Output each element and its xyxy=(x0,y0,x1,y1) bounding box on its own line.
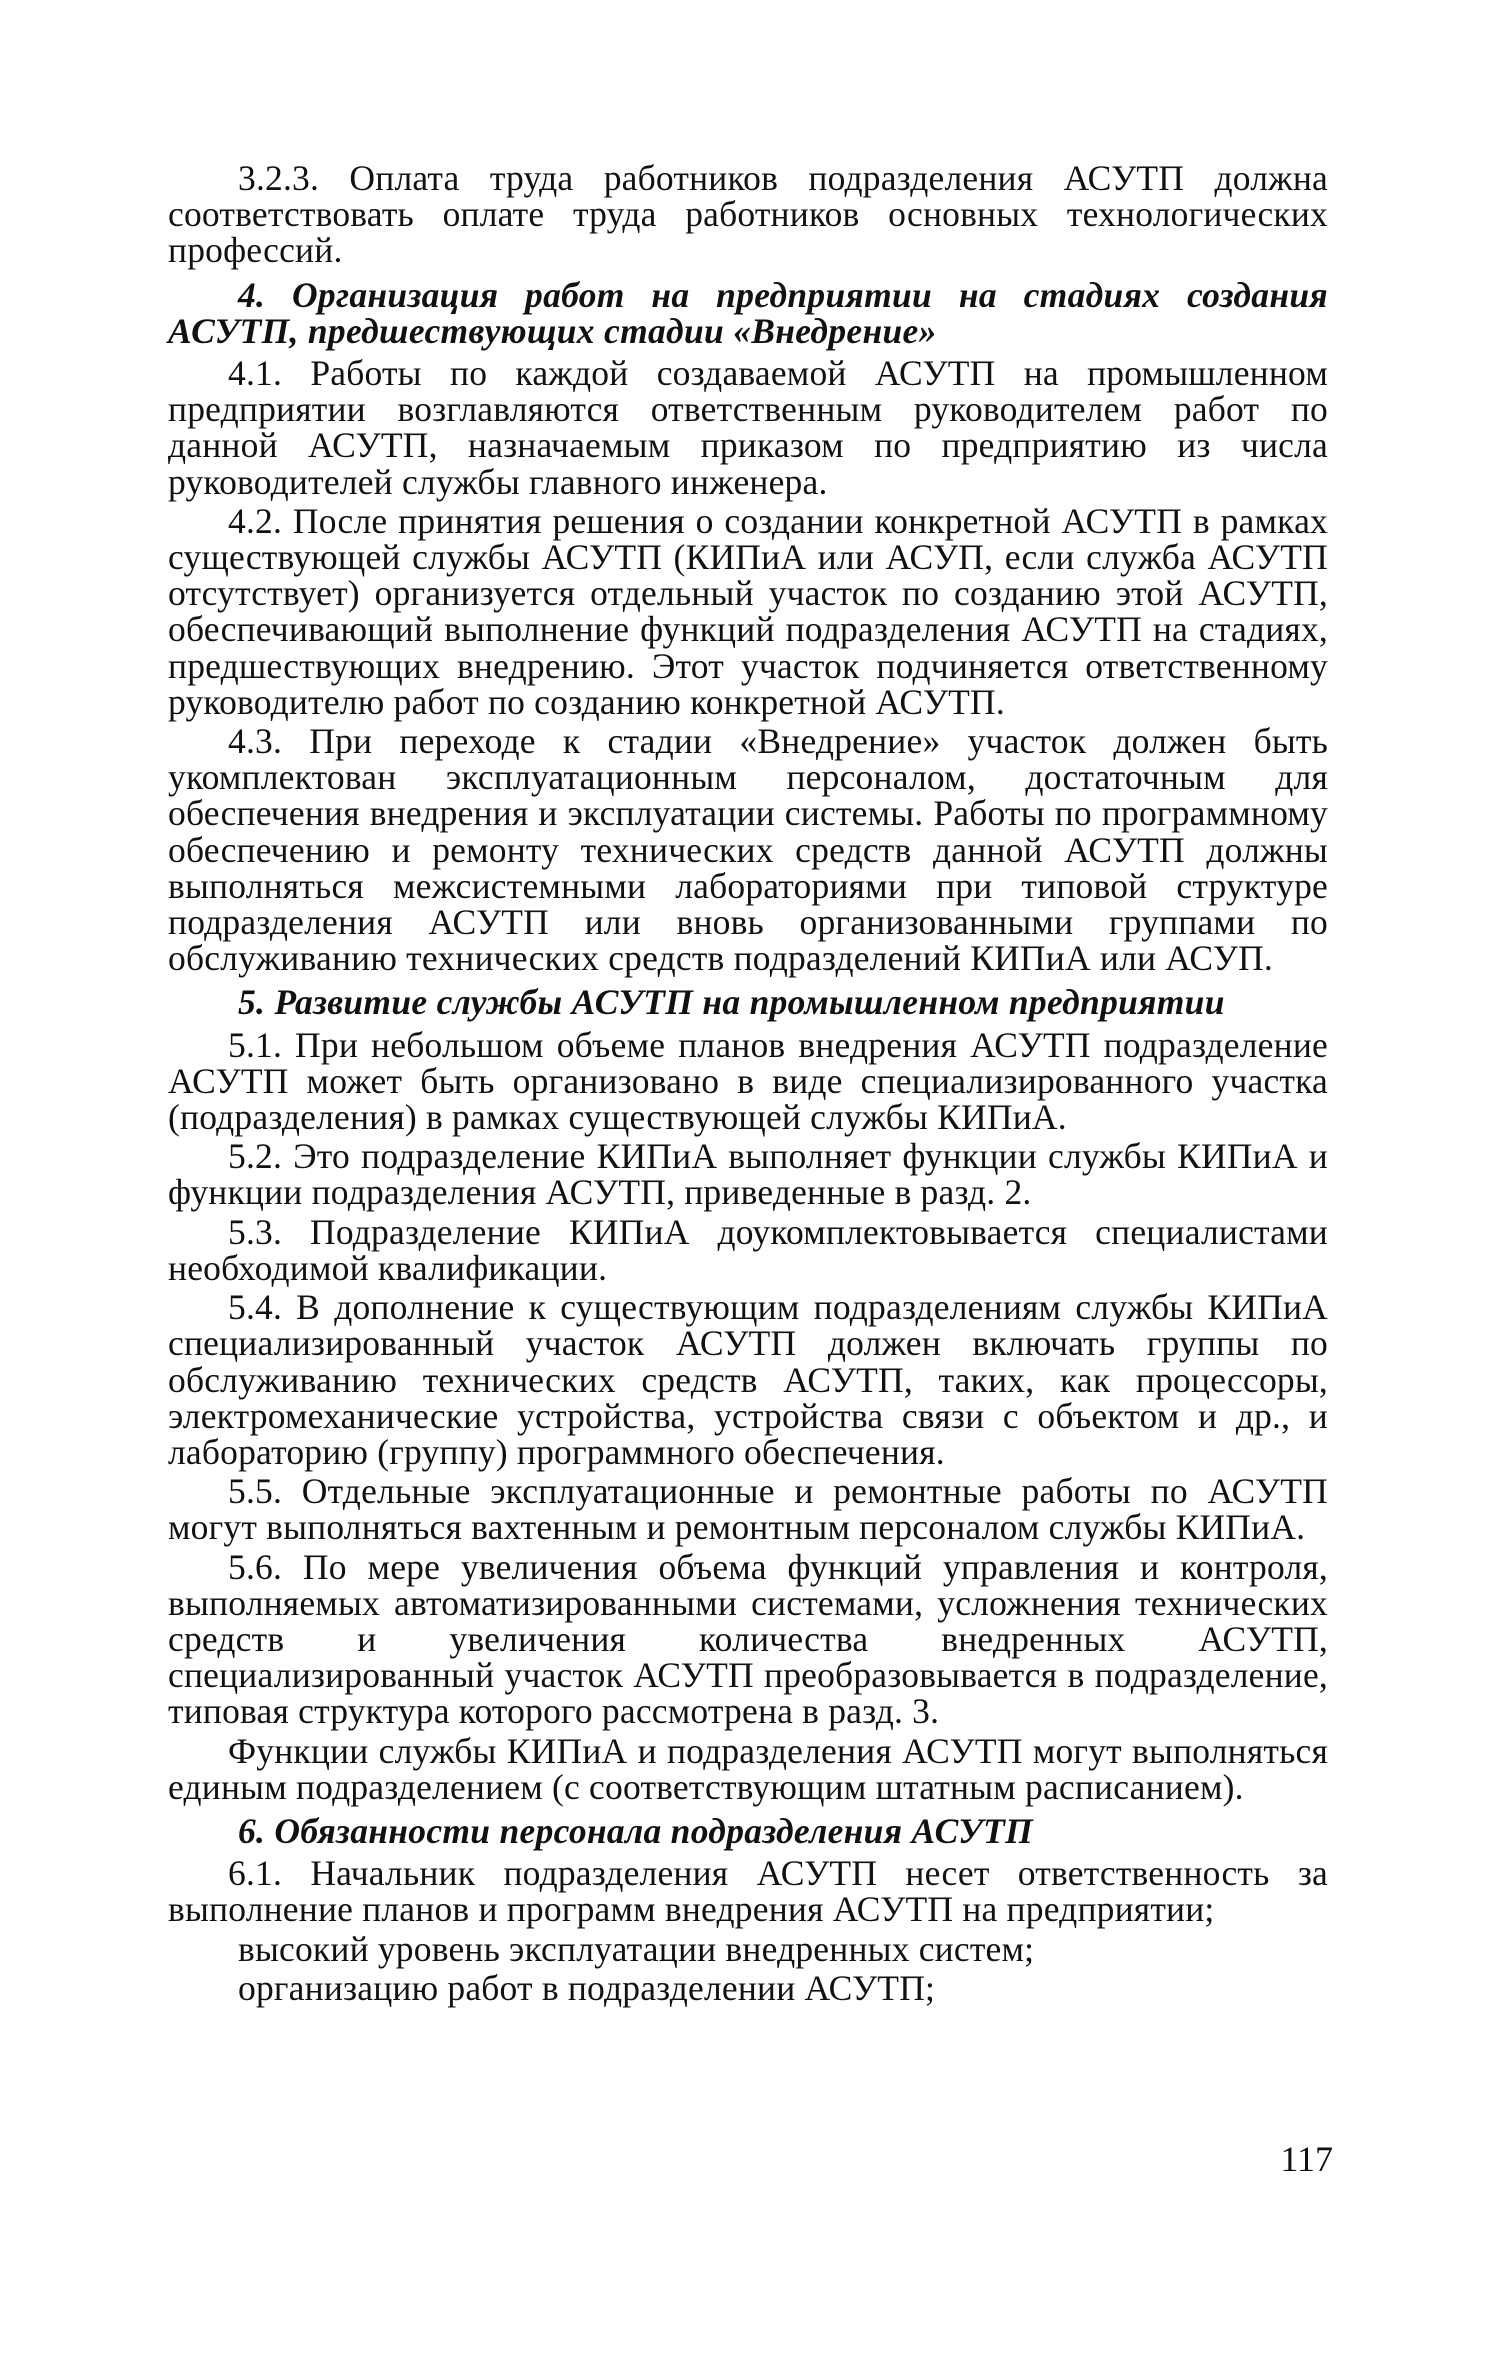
paragraph-functions: Функции службы КИПиА и подразделения АСУТП могут выполняться единым подразделением (с соответствующим штатным расписанием). xyxy=(168,1730,1328,1807)
paragraph-4-3: 4.3. При переходе к стадии «Внедрение» участок должен быть укомплектован эксплуатационным персоналом, достаточным для обеспечения внедрения и эксплуатации системы. Работы по программному обеспечению и ремонту технических средств данной АСУТП должны выполняться межсистемными лабораториями при типовой структуре подразделения АСУТП или вновь организованными группами по обслуживанию технических средств подразделений КИПиА или АСУП. xyxy=(168,721,1328,979)
paragraph-4-1: 4.1. Работы по каждой создаваемой АСУТП на промышленном предприятии возглавляются ответственным руководителем работ по данной АСУТП, назначаемым приказом по предприятию из числа руководителей службы главного инженера. xyxy=(168,353,1328,502)
paragraph-5-3: 5.3. Подразделение КИПиА доукомплектовывается специалистами необходимой квалификации. xyxy=(168,1211,1328,1288)
paragraph-4-2: 4.2. После принятия решения о создании конкретной АСУТП в рамках существующей службы АСУТП (КИПиА или АСУП, если служба АСУТП отсутствует) организуется отдельный участок по созданию этой АСУТП, обеспечивающий выполнение функций подразделения АСУТП на стадиях, предшествующих внедрению. Этот участок подчиняется ответственному руководителю работ по созданию конкретной АСУТП. xyxy=(168,500,1328,722)
section-heading-4: 4. Организация работ на предприятии на стадиях создания АСУТП, предшествующих стадии «Внедрение» xyxy=(168,274,1328,351)
section-heading-6: 6. Обязанности персонала подразделения АСУТП xyxy=(238,1810,1033,1851)
paragraph-3-2-3: 3.2.3. Оплата труда работников подразделения АСУТП должна соответствовать оплате труда работников основных технологических профессий. xyxy=(168,158,1328,271)
page-body xyxy=(168,160,1328,2009)
paragraph-5-2: 5.2. Это подразделение КИПиА выполняет функции службы КИПиА и функции подразделения АСУТП, приведенные в разд. 2. xyxy=(168,1136,1328,1213)
paragraph-5-4: 5.4. В дополнение к существующим подразделениям службы КИПиА специализированный участок АСУТП должен включать группы по обслуживанию технических средств АСУТП, таких, как процессоры, электромеханические устройства, устройства связи с объектом и др., и лабораторию (группу) программного обеспечения. xyxy=(168,1287,1328,1472)
section-heading-5: 5. Развитие службы АСУТП на промышленном предприятии xyxy=(238,982,1225,1023)
paragraph-6-1: 6.1. Начальник подразделения АСУТП несет ответственность за выполнение планов и программ внедрения АСУТП на предприятии; xyxy=(168,1853,1328,1930)
list-item-operation-level: высокий уровень эксплуатации внедренных систем; xyxy=(238,1928,1035,1969)
paragraph-5-5: 5.5. Отдельные эксплуатационные и ремонтные работы по АСУТП могут выполняться вахтенным и ремонтным персоналом службы КИПиА. xyxy=(168,1471,1328,1548)
paragraph-5-6: 5.6. По мере увеличения объема функций управления и контроля, выполняемых автоматизированными системами, усложнения технических средств и увеличения количества внедренных АСУТП, специализированный участок АСУТП преобразовывается в подразделение, типовая структура которого рассмотрена в разд. 3. xyxy=(168,1546,1328,1732)
page-number: 117 xyxy=(1280,2139,1333,2179)
list-item-work-organization: организацию работ в подразделении АСУТП; xyxy=(238,1967,936,2008)
paragraph-5-1: 5.1. При небольшом объеме планов внедрения АСУТП подразделение АСУТП может быть организовано в виде специализированного участка (подразделения) в рамках существующей службы КИПиА. xyxy=(168,1024,1328,1138)
